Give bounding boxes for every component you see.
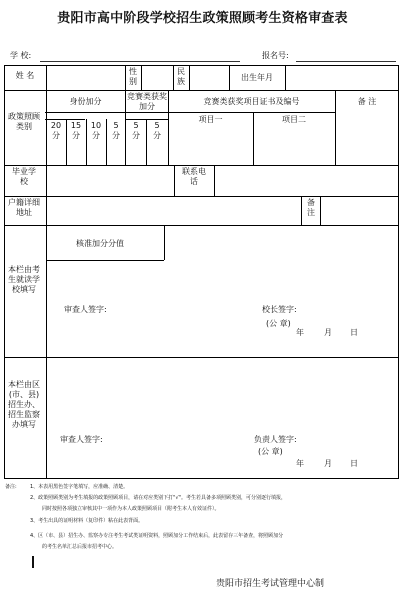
office-seal: (公 章)	[258, 447, 283, 456]
score-20: 20分	[50, 121, 62, 140]
school-section-label: 本栏由考生就读学校填写	[8, 265, 40, 294]
graduate-school-label: 毕业学校	[12, 167, 36, 186]
footer-issuer: 贵阳市招生考试管理中心制	[216, 579, 325, 589]
school-field[interactable]	[40, 61, 240, 62]
policy-remarks-cell[interactable]	[336, 113, 398, 165]
school-date-month: 月	[324, 328, 332, 337]
award-project-header: 竞赛类获奖项目证书及编号	[203, 97, 300, 106]
address-label: 户籍详细地址	[8, 198, 40, 217]
score-10: 10分	[90, 121, 102, 140]
score-5b: 5分	[132, 121, 140, 140]
birth-cell[interactable]	[286, 66, 398, 90]
note-2: 2、政策照顾类别为考生填报的政策照顾项目，请在对应类别下打"√"。考生若具备多项照顾类别，可分别逐行填报，	[30, 495, 286, 501]
identity-bonus-header: 身份加分	[69, 97, 102, 106]
office-reviewer-label: 审查人签字:	[60, 435, 103, 444]
bonus-value-label: 核准加分分值	[76, 239, 124, 248]
note-1: 1、本表用黑色签字笔填写，应准确、清楚。	[30, 484, 129, 490]
policy-label: 政策照顾类别	[8, 112, 40, 131]
score-5c: 5分	[153, 121, 161, 140]
name-cell[interactable]	[47, 66, 125, 90]
remarks-header: 备 注	[357, 97, 377, 106]
bonus-value-cell[interactable]	[165, 226, 398, 260]
note-4: 4、区（市、县）招生办、监察办专注考生考试类证明资料，照顾加分工作结束后，此表留存三年备查，将照顾加分	[30, 533, 284, 539]
phone-cell[interactable]	[215, 166, 398, 196]
name-label: 姓 名	[15, 71, 35, 80]
principal-label: 校长签字:	[262, 305, 297, 314]
school-date-day: 日	[350, 328, 358, 337]
ethnicity-label: 民族	[177, 67, 185, 86]
household-remarks-label: 备注	[307, 198, 315, 217]
project2-header: 项目二	[282, 115, 306, 124]
birth-label: 出生年月	[241, 73, 273, 82]
exam-no-label: 报名号:	[262, 51, 289, 60]
project1-header: 项目一	[198, 115, 223, 124]
office-section-label: 本栏由区(市、县)招生办、招生监察办填写	[8, 380, 40, 429]
exam-no-field[interactable]	[296, 61, 396, 62]
score-5a: 5分	[112, 121, 120, 140]
note-2-cont: 同时按照各项独立审核其中一项作为本人政策照顾项目（附考生本人有效证件）。	[42, 506, 220, 512]
office-date-day: 日	[350, 459, 358, 468]
note-4-cont: 的考生名单汇总后报市招考中心。	[42, 544, 118, 550]
text-cursor	[32, 556, 34, 568]
phone-label: 联系电话	[182, 167, 206, 186]
address-cell[interactable]	[47, 197, 301, 225]
school-label: 学 校:	[10, 51, 32, 60]
school-seal: (公 章)	[266, 319, 291, 328]
household-remarks-cell[interactable]	[321, 197, 398, 225]
note-3: 3、考生出具的证明材料（复印件）粘在此表背面。	[30, 518, 144, 524]
school-date-year: 年	[296, 328, 304, 337]
ethnicity-cell[interactable]	[190, 66, 229, 90]
page-title: 贵阳市高中阶段学校招生政策照顾考生资格审查表	[57, 11, 348, 26]
score-15: 15分	[70, 121, 82, 140]
office-date-month: 月	[324, 459, 332, 468]
graduate-school-cell[interactable]	[47, 166, 174, 196]
school-reviewer-label: 审查人签字:	[64, 305, 107, 314]
office-date-year: 年	[296, 459, 304, 468]
gender-label: 性别	[129, 67, 137, 86]
notes-label: 备注:	[5, 484, 17, 490]
office-head-label: 负责人签字:	[254, 435, 297, 444]
gender-cell[interactable]	[142, 66, 173, 90]
award-bonus-header: 竞赛类获奖加分	[127, 92, 167, 111]
